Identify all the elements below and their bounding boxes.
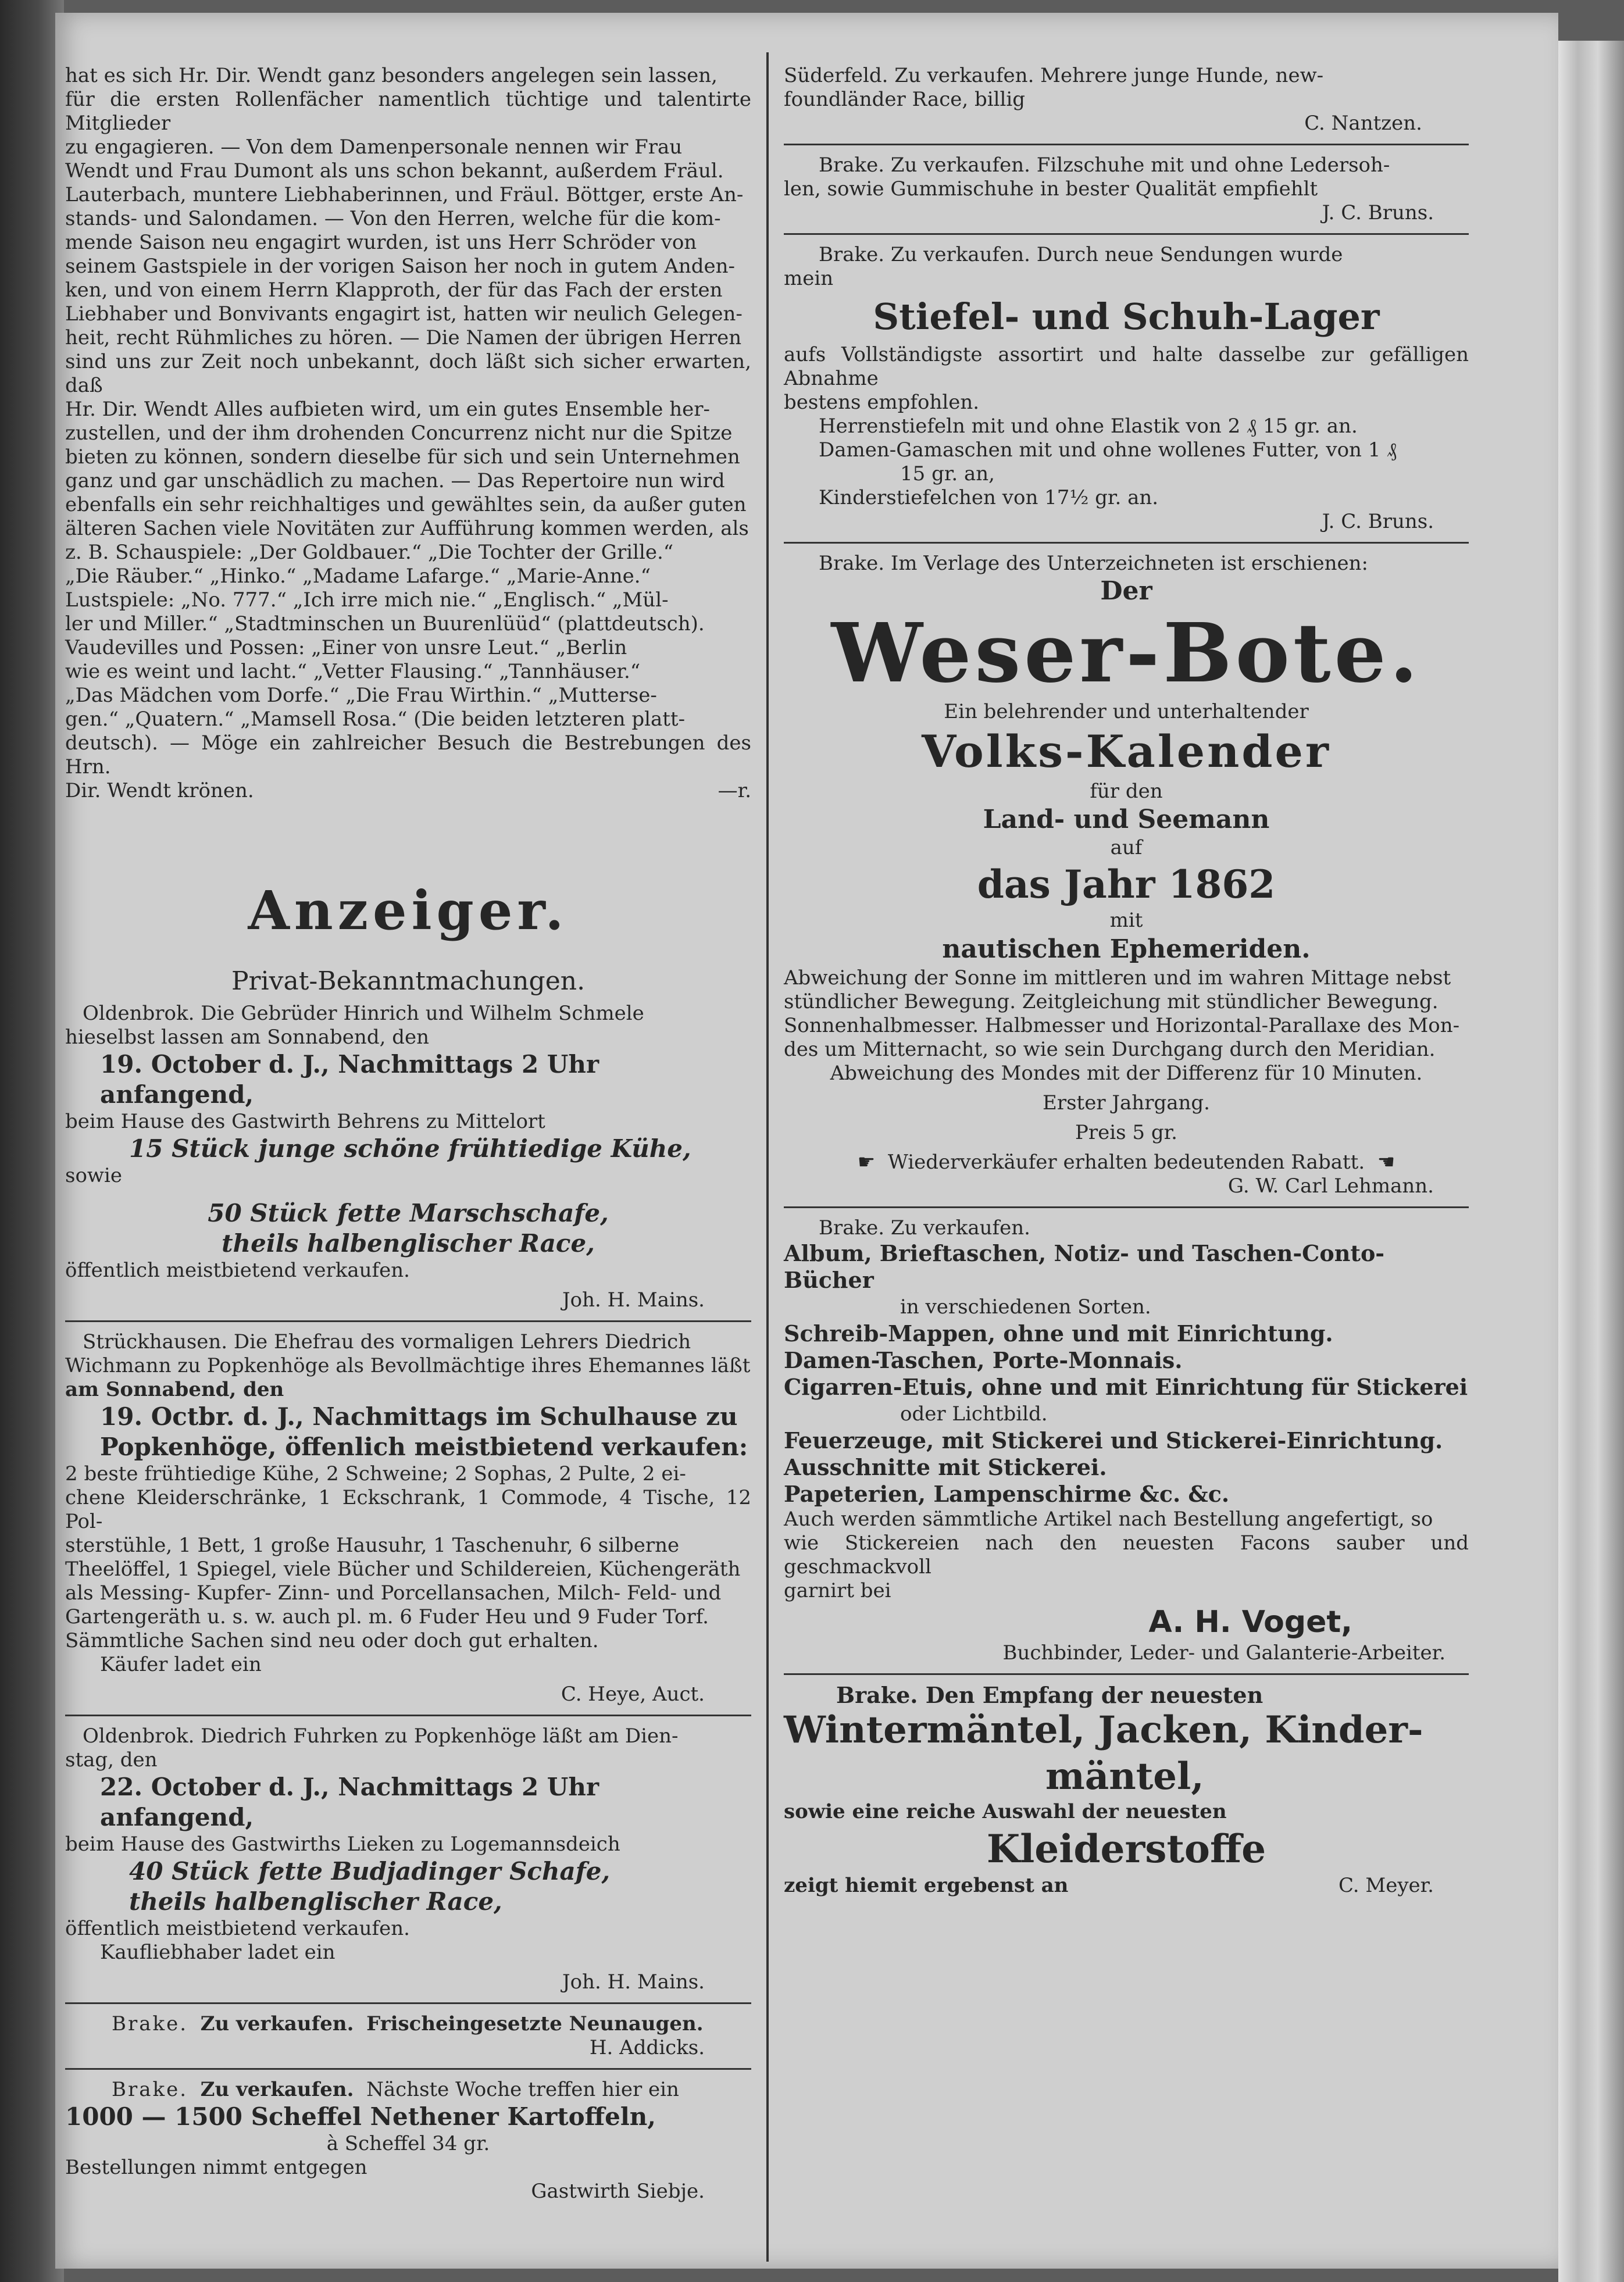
article-signature: —r. (718, 779, 751, 802)
ad-lines (65, 1002, 751, 1049)
ad-line: Brake. Zu verkaufen. Durch neue Sendungen wurde (819, 243, 1343, 266)
ad-date: Popkenhöge, öffenlich meistbietend verkaufen: (100, 1433, 748, 1461)
text-line: Lauterbach, muntere Liebhaberinnen, und Fräul. Böttger, erste An- (65, 183, 744, 206)
ad-signature: C. Meyer. (1338, 1874, 1434, 1897)
ad-tail: öffentlich meistbietend verkaufen. (65, 1259, 410, 1282)
ad-line: zeigt hiemit ergebenst an (784, 1874, 1069, 1897)
ad-schmele-auction (65, 1002, 751, 1312)
ad-line: Brake. Den Empfang der neuesten (836, 1682, 1263, 1708)
text-line: des um Mitternacht, so wie sein Durchgang durch den Meridian. (784, 1038, 1436, 1061)
ad-date-head: am Sonnabend, den (65, 1378, 284, 1401)
text-line: als Messing- Kupfer- Zinn- und Porcellansachen, Milch- Feld- und (65, 1581, 722, 1605)
ad-amount: 1000 — 1500 Scheffel Nethener Kartoffeln, (65, 2102, 656, 2131)
ad-item: Cigarren-Etuis, ohne und mit Einrichtung für Stickerei (784, 1374, 1468, 1400)
ad-signature: Gastwirth Siebje. (531, 2180, 705, 2203)
text-line: sind uns zur Zeit noch unbekannt, doch läßt sich sicher erwarten, daß (65, 350, 751, 397)
text-line: Liebhaber und Bonvivants engagirt ist, hatten wir neulich Gelegen- (65, 302, 743, 326)
text-line: stands- und Salondamen. — Von den Herren, welche für die kom- (65, 207, 721, 230)
ad-tail: öffentlich meistbietend verkaufen. (65, 1917, 410, 1940)
text-line: wie es weint und lacht.“ „Vetter Flausing.“ „Tannhäuser.“ (65, 660, 641, 683)
divider (65, 1715, 751, 1716)
calendar-nautical: nautischen Ephemeriden. (942, 934, 1311, 964)
divider (784, 542, 1469, 544)
ad-line: hieselbst lassen am Sonnabend, den (65, 1026, 429, 1049)
ad-wichmann-auction (65, 1330, 751, 1706)
ad-item: oder Lichtbild. (900, 1402, 1048, 1426)
ad-sale-label: Zu verkaufen. (200, 2078, 354, 2101)
divider (784, 144, 1469, 145)
ad-body-last: garnirt bei (784, 1579, 891, 1602)
ad-addicks (65, 2012, 751, 2060)
calendar-contents-last: Abweichung des Mondes mit der Differenz für 10 Minuten. (830, 1062, 1423, 1085)
ad-text: Frischeingesetzte Neunaugen. (366, 2012, 704, 2035)
article-body (65, 64, 751, 779)
text-line: Wendt und Frau Dumont als uns schon bekannt, außerdem Fräul. (65, 159, 724, 183)
ad-line: Brake. Zu verkaufen. (819, 1216, 1030, 1240)
ad-sale-label: Zu verkaufen. (200, 2012, 354, 2035)
ad-meyer (784, 1683, 1469, 1898)
divider (65, 2002, 751, 2004)
ad-line: Brake. Zu verkaufen. Filzschuhe mit und ohne Ledersoh- (819, 153, 1390, 177)
text-line: Auch werden sämmtliche Artikel nach Bestellung angefertigt, so (784, 1508, 1433, 1531)
ad-signature: H. Addicks. (589, 2036, 705, 2059)
ad-fuhrken-auction (65, 1724, 751, 1994)
ad-signature: C. Nantzen. (1304, 112, 1422, 135)
right-column (784, 64, 1469, 1898)
calendar-fuer: für den (1090, 780, 1163, 803)
ad-line: Wichmann zu Popkenhöge als Bevollmächtige ihres Ehemannes läßt (65, 1354, 751, 1377)
ad-place: beim Hause des Gastwirth Behrens zu Mittelort (65, 1110, 545, 1133)
private-notices-heading: Privat-Bekanntmachungen. (231, 966, 586, 996)
ad-item: Ausschnitte mit Stickerei. (784, 1454, 1107, 1480)
text-line: deutsch). — Möge ein zahlreicher Besuch die Bestrebungen des Hrn. (65, 731, 751, 778)
pointing-hand-icon: ☛ (857, 1151, 876, 1174)
ad-date: 19. October d. J., Nachmittags 2 Uhr anfangend, (100, 1050, 599, 1109)
ad-item: 40 Stück fette Budjadinger Schafe, (129, 1857, 611, 1885)
ad-line: Oldenbrok. Die Gebrüder Hinrich und Wilhelm Schmele (83, 1002, 644, 1025)
text-line: zustellen, und der ihm drohenden Concurrenz nicht nur die Spitze (65, 422, 733, 445)
text-line: hat es sich Hr. Dir. Wendt ganz besonders angelegen sein lassen, (65, 64, 718, 87)
text-line: Hr. Dir. Wendt Alles aufbieten wird, um ein gutes Ensemble her- (65, 398, 710, 421)
ad-date: 22. October d. J., Nachmittags 2 Uhr anfangend, (100, 1773, 599, 1831)
ad-line: Brake. Im Verlage des Unterzeichneten ist erschienen: (819, 552, 1368, 575)
ad-date: 19. Octbr. d. J., Nachmittags im Schulhause zu (100, 1402, 738, 1431)
text-line: zu engagieren. — Von dem Damenpersonale nennen wir Frau (65, 135, 683, 159)
divider (784, 233, 1469, 235)
calendar-price: Preis 5 gr. (1075, 1121, 1177, 1144)
text-line: Sonnenhalbmesser. Halbmesser und Horizontal-Parallaxe des Mon- (784, 1014, 1460, 1037)
ad-signature: Joh. H. Mains. (562, 1970, 705, 1994)
ad-bruns-boots (784, 243, 1469, 534)
text-line: mende Saison neu engagirt wurden, ist uns Herr Schröder von (65, 231, 697, 254)
ad-item: theils halbenglischer Race, (129, 1887, 502, 1916)
ad-line: mein (784, 267, 834, 290)
calendar-edition: Erster Jahrgang. (1043, 1091, 1210, 1115)
ad-signature: G. W. Carl Lehmann. (1227, 1174, 1434, 1198)
text-line: Lustspiele: „No. 777.“ „Ich irre mich nie.“ „Englisch.“ „Mül- (65, 588, 669, 612)
book-binding (0, 0, 64, 2282)
ad-body (65, 1462, 751, 1653)
ad-line: aufs Vollständigste assortirt und halte dasselbe zur gefälligen Abnahme (784, 343, 1469, 390)
text-line: wie Stickereien nach den neuesten Facons sauber und geschmackvoll (784, 1531, 1469, 1579)
text-line: ken, und von einem Herrn Klapproth, der für das Fach der ersten (65, 278, 723, 302)
text-line: gen.“ „Quatern.“ „Mamsell Rosa.“ (Die beiden letzteren platt- (65, 708, 686, 731)
ad-item: Album, Brieftaschen, Notiz- und Taschen-Conto-Bücher (784, 1240, 1385, 1293)
pointing-hand-left-icon: ☚ (1377, 1151, 1395, 1174)
ad-signature: J. C. Bruns. (1322, 201, 1434, 224)
theatre-article (65, 64, 751, 803)
ad-merchant-title: Buchbinder, Leder- und Galanterie-Arbeiter. (1002, 1641, 1445, 1665)
ad-item: 15 gr. an, (900, 462, 995, 485)
ad-item: 15 Stück junge schöne frühtiedige Kühe, (129, 1134, 691, 1163)
text-line: ganz und gar unschädlich zu machen. — Das Repertoire nun wird (65, 469, 725, 492)
text-line: Vaudevilles und Possen: „Einer von unsre Leut.“ „Berlin (65, 636, 627, 659)
ad-siebje (65, 2078, 751, 2204)
ad-item: Damen-Taschen, Porte-Monnais. (784, 1347, 1183, 1373)
ad-headline: Stiefel- und Schuh-Lager (873, 295, 1380, 338)
ad-tail: Kaufliebhaber ladet ein (100, 1941, 335, 1964)
text-line: älteren Sachen viele Novitäten zur Aufführung kommen werden, als (65, 517, 749, 540)
text-line: heit, recht Rühmliches zu hören. — Die Namen der übrigen Herren (65, 326, 742, 349)
ad-item: 50 Stück fette Marschschafe, (208, 1199, 609, 1227)
text-line: bieten zu können, sondern dieselbe für sich und sein Unternehmen (65, 445, 740, 469)
ad-item: Kinderstiefelchen von 17½ gr. an. (819, 486, 1159, 509)
ad-text: Nächste Woche treffen hier ein (366, 2078, 679, 2101)
left-column (65, 64, 751, 2204)
ad-voget (784, 1216, 1469, 1665)
text-line: Abweichung der Sonne im mittleren und im wahren Mittage nebst (784, 966, 1451, 990)
text-line: „Das Mädchen vom Dorfe.“ „Die Frau Wirthin.“ „Mutterse- (65, 684, 657, 707)
column-rule (766, 52, 769, 2262)
text-line: Gartengeräth u. s. w. auch pl. m. 6 Fuder Heu und 9 Fuder Torf. (65, 1605, 709, 1629)
text-line: Sämmtliche Sachen sind neu oder doch gut erhalten. (65, 1629, 599, 1652)
ad-item: Damen-Gamaschen mit und ohne wollenes Futter, von 1 ₰ (819, 438, 1397, 462)
text-line: chene Kleiderschränke, 1 Eckschrank, 1 Commode, 4 Tische, 12 Pol- (65, 1486, 751, 1533)
ad-item: Herrenstiefeln mit und ohne Elastik von 2 ₰ 15 gr. an. (819, 415, 1358, 438)
text-line: für die ersten Rollenfächer namentlich tüchtige und talentirte Mitglieder (65, 88, 751, 135)
ad-body (784, 1508, 1469, 1579)
calendar-mit: mit (1109, 909, 1143, 932)
calendar-land: Land- und Seemann (983, 805, 1270, 834)
ad-sowie: sowie (65, 1164, 123, 1187)
ad-line: foundländer Race, billig (784, 88, 1026, 111)
ad-place: beim Hause des Gastwirths Lieken zu Logemannsdeich (65, 1833, 620, 1856)
ad-headline: Kleiderstoffe (986, 1826, 1266, 1872)
divider (784, 1673, 1469, 1675)
text-line: 2 beste frühtiedige Kühe, 2 Schweine; 2 Sophas, 2 Pulte, 2 ei- (65, 1462, 686, 1485)
ad-line: Strückhausen. Die Ehefrau des vormaligen Lehrers Diedrich (83, 1330, 691, 1354)
ad-headline: Wintermäntel, Jacken, Kinder- (784, 1708, 1423, 1752)
ad-line: stag, den (65, 1748, 158, 1772)
ad-end (784, 1874, 1469, 1898)
ad-item: Papeterien, Lampenschirme &c. &c. (784, 1481, 1230, 1507)
text-line: stündlicher Bewegung. Zeitgleichung mit stündlicher Bewegung. (784, 990, 1439, 1013)
ad-bruns-shoes (784, 153, 1469, 225)
ad-price: à Scheffel 34 gr. (326, 2132, 490, 2155)
ad-der: Der (1100, 576, 1152, 606)
ad-line: Süderfeld. Zu verkaufen. Mehrere junge Hunde, new- (784, 64, 1324, 87)
calendar-year: das Jahr 1862 (977, 862, 1276, 907)
ad-weser-bote (784, 552, 1469, 1198)
ad-place: Brake. (112, 2012, 188, 2035)
ad-nantzen (784, 64, 1469, 135)
divider (65, 2068, 751, 2070)
ad-item: theils halbenglischer Race, (222, 1229, 595, 1258)
ad-item: Schreib-Mappen, ohne und mit Einrichtung. (784, 1320, 1333, 1347)
divider (65, 1320, 751, 1322)
ad-line: len, sowie Gummischuhe in bester Qualität empfiehlt (784, 177, 1318, 201)
ad-line: Oldenbrok. Diedrich Fuhrken zu Popkenhöge läßt am Dien- (83, 1724, 679, 1748)
article-last-line: Dir. Wendt krönen. (65, 779, 254, 802)
ad-items (784, 1240, 1469, 1508)
ad-line: sowie eine reiche Auswahl der neuesten (784, 1800, 1227, 1823)
text-line: Theelöffel, 1 Spiegel, viele Bücher und Schildereien, Küchengeräth (65, 1558, 741, 1581)
ad-tail: Bestellungen nimmt entgegen (65, 2156, 367, 2179)
ad-item: in verschiedenen Sorten. (900, 1295, 1151, 1319)
calendar-discount: Wiederverkäufer erhalten bedeutenden Rabatt. (887, 1151, 1365, 1174)
calendar-auf: auf (1110, 836, 1143, 859)
divider (784, 1206, 1469, 1208)
article-end (65, 779, 751, 803)
ad-tail: Käufer ladet ein (100, 1653, 262, 1676)
ad-place: Brake. (112, 2078, 188, 2101)
text-line: ebenfalls ein sehr reichhaltiges und gewähltes sein, da außer guten (65, 493, 747, 516)
text-line: seinem Gastspiele in der vorigen Saison her noch in gutem Anden- (65, 255, 736, 278)
ad-line: bestens empfohlen. (784, 391, 980, 414)
ad-merchant-name: A. H. Voget, (1148, 1605, 1352, 1640)
anzeiger-heading: Anzeiger. (248, 879, 569, 942)
ad-item: Feuerzeuge, mit Stickerei und Stickerei-Einrichtung. (784, 1427, 1443, 1454)
text-line: z. B. Schauspiele: „Der Goldbauer.“ „Die Tochter der Grille.“ (65, 541, 674, 564)
text-line: ler und Miller.“ „Stadtminschen un Buurenlüüd“ (plattdeutsch). (65, 612, 705, 635)
calendar-title2: Volks-Kalender (922, 726, 1331, 777)
calendar-contents (784, 966, 1469, 1062)
text-line: „Die Räuber.“ „Hinko.“ „Madame Lafarge.“ „Marie-Anne.“ (65, 565, 651, 588)
calendar-title: Weser-Bote. (831, 606, 1422, 701)
ad-signature: J. C. Bruns. (1322, 510, 1434, 533)
ad-headline: mäntel, (1045, 1755, 1204, 1798)
calendar-subtitle: Ein belehrender und unterhaltender (944, 700, 1309, 723)
ad-signature: C. Heye, Auct. (561, 1683, 705, 1706)
page-edge-stack (1558, 41, 1624, 2282)
ad-signature: Joh. H. Mains. (562, 1288, 705, 1312)
text-line: sterstühle, 1 Bett, 1 große Hausuhr, 1 Taschenuhr, 6 silberne (65, 1534, 680, 1557)
